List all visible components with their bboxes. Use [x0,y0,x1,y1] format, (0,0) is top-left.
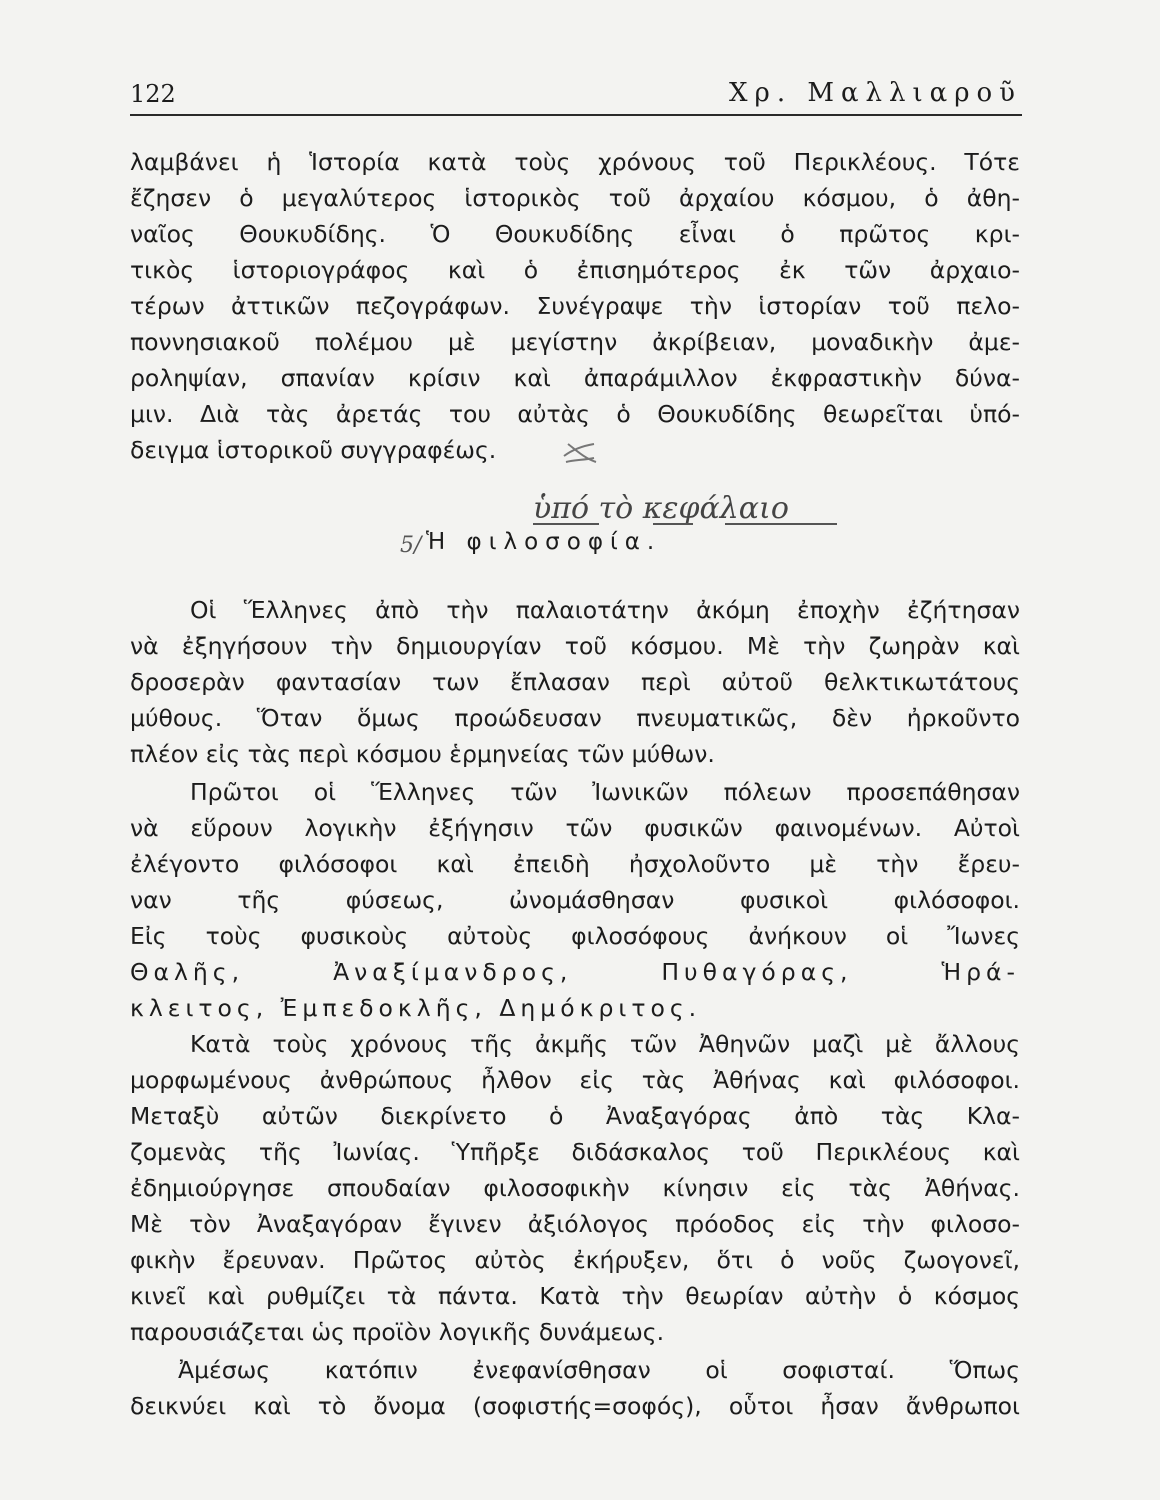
text-line: Κατὰ τοὺς χρόνους τῆς ἀκμῆς τῶν Ἀθηνῶν μαζὶ μὲ ἄλλους [190,1030,1020,1058]
text-line: Εἰς τοὺς φυσικοὺς αὐτοὺς φιλοσόφους ἀνήκουν οἱ Ἴωνες [130,922,1020,950]
text-line: κλειτος, Ἐμπεδοκλῆς, Δημόκριτος. [130,994,702,1022]
text-line: Πρῶτοι οἱ Ἕλληνες τῶν Ἰωνικῶν πόλεων προσεπάθησαν [190,778,1020,806]
page-header [130,74,1022,116]
text-line: ναῖος Θουκυδίδης. Ὁ Θουκυδίδης εἶναι ὁ πρῶτος κρι- [130,220,1020,248]
text-line: νὰ εὕρουν λογικὴν ἐξήγησιν τῶν φυσικῶν φαινομένων. Αὐτοὶ [130,814,1020,842]
text-line: λαμβάνει ἡ Ἱστορία κατὰ τοὺς χρόνους τοῦ Περικλέους. Τότε [130,148,1020,176]
text-line: ἐλέγοντο φιλόσοφοι καὶ ἐπειδὴ ἠσχολοῦντο μὲ τὴν ἔρευ- [130,850,1020,878]
text-line: μορφωμένους ἀνθρώπους ἦλθον εἰς τὰς Ἀθήνας καὶ φιλόσοφοι. [130,1066,1020,1094]
text-line: Οἱ Ἕλληνες ἀπὸ τὴν παλαιοτάτην ἀκόμη ἐποχὴν ἐζήτησαν [190,596,1020,624]
text-line: δεικνύει καὶ τὸ ὄνομα (σοφιστής=σοφός), οὗτοι ἦσαν ἄνθρωποι [130,1392,1020,1420]
text-line: ἐδημιούργησε σπουδαίαν φιλοσοφικὴν κίνησιν εἰς τὰς Ἀθήνας. [130,1174,1020,1202]
text-line: Θαλῆς, Ἀναξίμανδρος, Πυθαγόρας, Ἡρά- [130,958,1020,986]
handwritten-note-text: ὑπό τὸ κεφάλαιο [533,491,789,526]
text-line: νὰ ἐξηγήσουν τὴν δημιουργίαν τοῦ κόσμου. Μὲ τὴν ζωηρὰν καὶ [130,632,1020,660]
text-line: δροσερὰν φαντασίαν των ἔπλασαν περὶ αὐτοῦ θελκτικωτάτους [130,668,1020,696]
text-line: μύθους. Ὅταν ὅμως προώδευσαν πνευματικῶς, δὲν ἠρκοῦντο [130,704,1020,732]
page-number: 122 [130,80,176,108]
text-line: Μεταξὺ αὐτῶν διεκρίνετο ὁ Ἀναξαγόρας ἀπὸ τὰς Κλα- [130,1102,1020,1130]
text-line: μιν. Διὰ τὰς ἀρετάς του αὐτὰς ὁ Θουκυδίδης θεωρεῖται ὑπό- [130,400,1020,428]
section-heading: Ἡ φιλοσοφία. [426,529,662,555]
text-line: ροληψίαν, σπανίαν κρίσιν καὶ ἀπαράμιλλον ἐκφραστικὴν δύνα- [130,364,1020,392]
running-title: Χρ. Μαλλιαροῦ [729,78,1022,108]
text-line: ἔζησεν ὁ μεγαλύτερος ἱστορικὸς τοῦ ἀρχαίου κόσμου, ὁ ἀθη- [130,184,1020,212]
handwritten-margin-mark [398,522,428,574]
text-line: Ἀμέσως κατόπιν ἐνεφανίσθησαν οἱ σοφισταί. Ὅπως [178,1356,1020,1384]
text-line: τέρων ἀττικῶν πεζογράφων. Συνέγραψε τὴν ἱστορίαν τοῦ πελο- [130,292,1020,320]
margin-mark-text: 5/ [400,533,422,558]
text-line: ζομενὰς τῆς Ἰωνίας. Ὑπῆρξε διδάσκαλος τοῦ Περικλέους καὶ [130,1138,1020,1166]
text-line: ποννησιακοῦ πολέμου μὲ μεγίστην ἀκρίβειαν, μοναδικὴν ἀμε- [130,328,1020,356]
text-line: φικὴν ἔρευναν. Πρῶτος αὐτὸς ἐκήρυξεν, ὅτι ὁ νοῦς ζωογονεῖ, [130,1246,1020,1274]
text-line: Μὲ τὸν Ἀναξαγόραν ἔγινεν ἀξιόλογος πρόοδος εἰς τὴν φιλοσο- [130,1210,1020,1238]
text-line: δειγμα ἱστορικοῦ συγγραφέως. [130,436,497,464]
text-line: κινεῖ καὶ ρυθμίζει τὰ πάντα. Κατὰ τὴν θεωρίαν αὐτὴν ὁ κόσμος [130,1282,1020,1310]
text-line: ναν τῆς φύσεως, ὠνομάσθησαν φυσικοὶ φιλόσοφοι. [130,886,1020,914]
text-line: πλέον εἰς τὰς περὶ κόσμου ἑρμηνείας τῶν μύθων. [130,740,715,768]
text-line: τικὸς ἱστοριογράφος καὶ ὁ ἐπισημότερος ἐκ τῶν ἀρχαιο- [130,256,1020,284]
text-line: παρουσιάζεται ὡς προϊὸν λογικῆς δυνάμεως. [130,1318,665,1346]
